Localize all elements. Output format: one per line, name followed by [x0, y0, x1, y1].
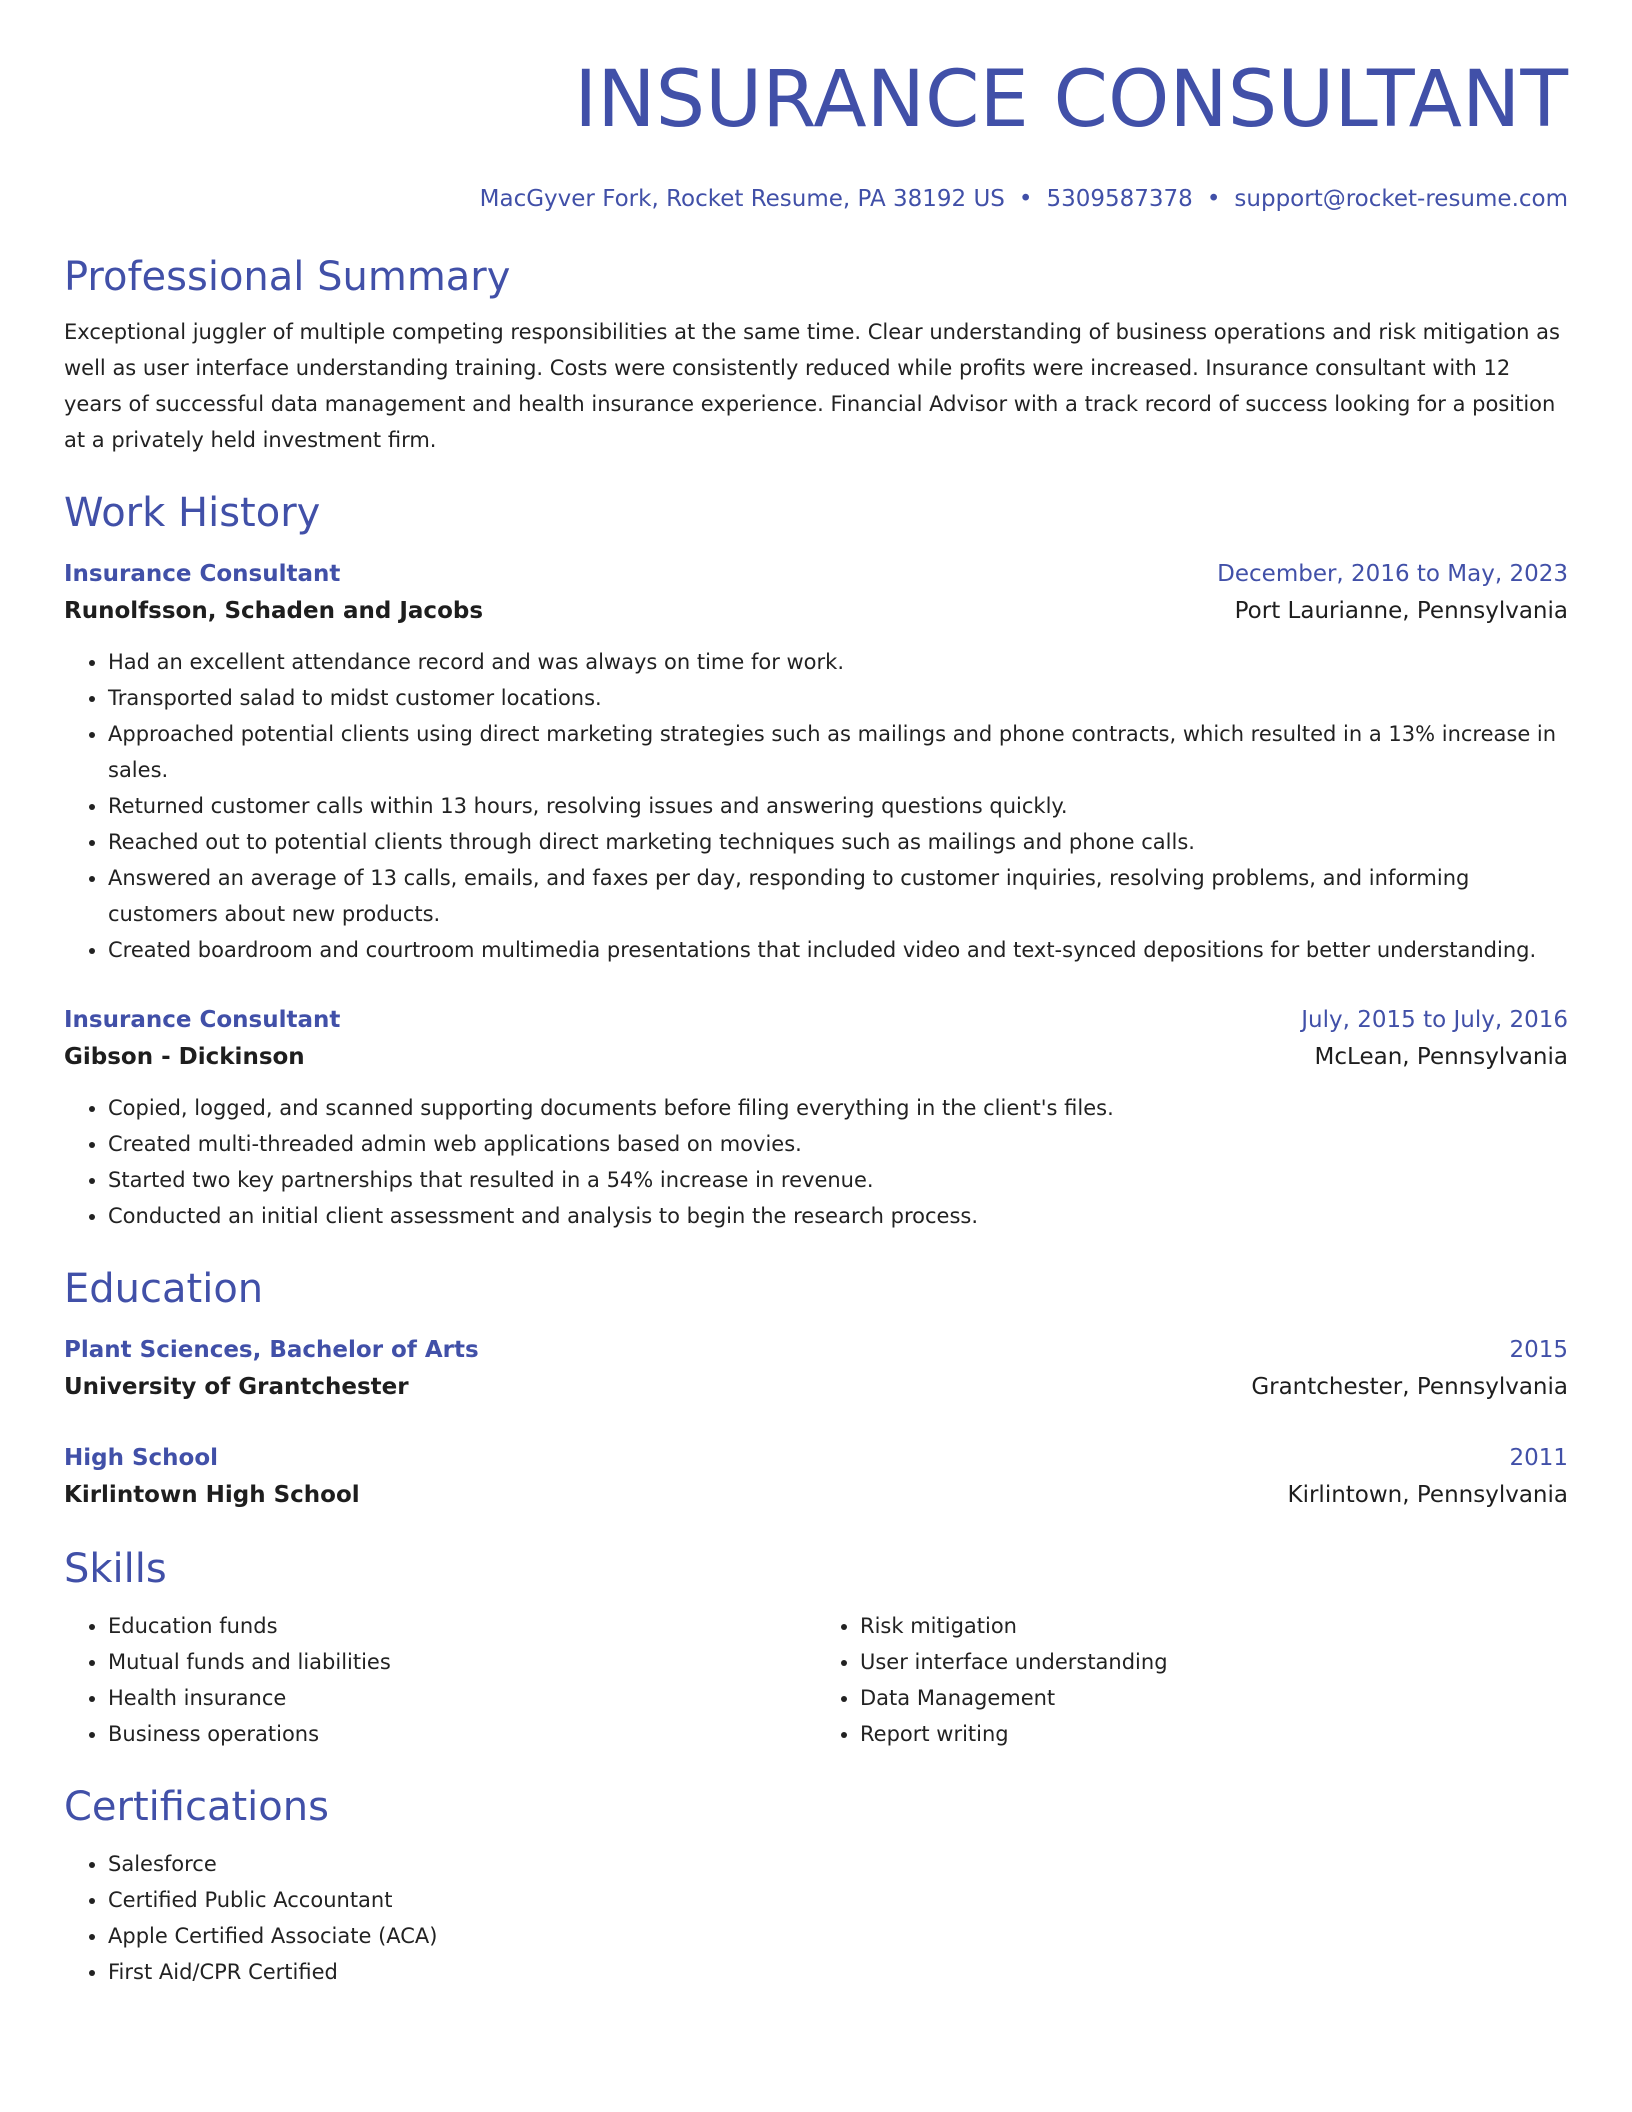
- contact-address: MacGyver Fork, Rocket Resume, PA 38192 US: [479, 186, 1005, 212]
- job-bullet: • Created boardroom and courtroom multimedia presentations that included video and text-synced depositions for better understanding.: [108, 932, 1568, 968]
- job-bullet: • Answered an average of 13 calls, emails, and faxes per day, responding to customer inquiries, resolving problems, and informing customers about new products.: [108, 860, 1568, 932]
- job-bullets: [64, 1090, 1568, 1234]
- job-bullet: • Returned customer calls within 13 hours, resolving issues and answering questions quickly.: [108, 788, 1568, 824]
- skill-item: • Data Management: [860, 1680, 1568, 1716]
- contact-email: support@rocket-resume.com: [1234, 186, 1568, 212]
- education-header-row: [64, 1440, 1568, 1476]
- certifications-section: [64, 1782, 1568, 1990]
- skills-grid: [64, 1608, 1568, 1752]
- job-company-row: [64, 1038, 1568, 1076]
- education-header-row: [64, 1332, 1568, 1368]
- section-title-skills: Skills: [64, 1546, 167, 1592]
- contact-separator: •: [1018, 186, 1033, 212]
- job-bullet: • Approached potential clients using direct marketing strategies such as mailings and phone contracts, which resulted in a 13% increase in sales.: [108, 716, 1568, 788]
- job-location: McLean, Pennsylvania: [1314, 1044, 1568, 1070]
- job-entry: [64, 556, 1568, 968]
- skills-section: [64, 1544, 1568, 1752]
- education-location: Kirlintown, Pennsylvania: [1287, 1482, 1568, 1508]
- certification-item: • Certified Public Accountant: [108, 1882, 1568, 1918]
- education-year: 2015: [1509, 1337, 1568, 1363]
- certification-item: • First Aid/CPR Certified: [108, 1954, 1568, 1990]
- education-year: 2011: [1509, 1445, 1568, 1471]
- skills-column-left: [64, 1608, 816, 1752]
- job-entry: [64, 1002, 1568, 1234]
- resume-title: INSURANCE CONSULTANT: [574, 55, 1568, 145]
- skill-item: • Mutual funds and liabilities: [108, 1644, 816, 1680]
- contact-phone: 5309587378: [1046, 186, 1193, 212]
- summary-section: [64, 252, 1568, 458]
- job-company-row: [64, 592, 1568, 630]
- education-degree: Plant Sciences, Bachelor of Arts: [64, 1337, 479, 1363]
- job-location: Port Laurianne, Pennsylvania: [1234, 598, 1568, 624]
- job-bullet: • Started two key partnerships that resulted in a 54% increase in revenue.: [108, 1162, 1568, 1198]
- education-school: University of Grantchester: [64, 1374, 409, 1400]
- education-school-row: [64, 1476, 1568, 1514]
- skills-column-right: [816, 1608, 1568, 1752]
- section-title-certifications: Certifications: [64, 1784, 329, 1830]
- education-degree: High School: [64, 1445, 219, 1471]
- job-dates: July, 2015 to July, 2016: [1301, 1007, 1568, 1033]
- certification-item: • Salesforce: [108, 1846, 1568, 1882]
- job-bullet: • Reached out to potential clients through direct marketing techniques such as mailings and phone calls.: [108, 824, 1568, 860]
- job-bullet: • Copied, logged, and scanned supporting documents before filing everything in the client's files.: [108, 1090, 1568, 1126]
- education-section: [64, 1264, 1568, 1514]
- certification-item: • Apple Certified Associate (ACA): [108, 1918, 1568, 1954]
- section-title-education: Education: [64, 1266, 264, 1312]
- job-bullet: • Transported salad to midst customer locations.: [108, 680, 1568, 716]
- education-school-row: [64, 1368, 1568, 1406]
- job-bullet: • Conducted an initial client assessment and analysis to begin the research process.: [108, 1198, 1568, 1234]
- education-entry: [64, 1332, 1568, 1406]
- skill-item: • Health insurance: [108, 1680, 816, 1716]
- job-dates: December, 2016 to May, 2023: [1217, 561, 1568, 587]
- contact-separator: •: [1206, 186, 1221, 212]
- contact-line: [64, 184, 1568, 214]
- job-company: Gibson - Dickinson: [64, 1044, 305, 1070]
- job-bullets: [64, 644, 1568, 968]
- education-entry: [64, 1440, 1568, 1514]
- skill-item: • User interface understanding: [860, 1644, 1568, 1680]
- job-bullet: • Created multi-threaded admin web applications based on movies.: [108, 1126, 1568, 1162]
- skill-item: • Education funds: [108, 1608, 816, 1644]
- section-title-work: Work History: [64, 490, 321, 536]
- skill-item: • Business operations: [108, 1716, 816, 1752]
- job-role: Insurance Consultant: [64, 561, 341, 587]
- job-role: Insurance Consultant: [64, 1007, 341, 1033]
- work-history-section: [64, 488, 1568, 1234]
- job-company: Runolfsson, Schaden and Jacobs: [64, 598, 484, 624]
- job-header-row: [64, 556, 1568, 592]
- summary-text: Exceptional juggler of multiple competing responsibilities at the same time. Clear understanding of business operations and risk mitigation as well as user interface understanding training. Costs were consistently reduced while profits were increased. Insurance consultant with 12 years of successful data management and health insurance experience. Financial Advisor with a track record of success looking for a position at a privately held investment firm.: [64, 320, 1560, 452]
- skill-item: • Risk mitigation: [860, 1608, 1568, 1644]
- skill-item: • Report writing: [860, 1716, 1568, 1752]
- job-header-row: [64, 1002, 1568, 1038]
- section-title-summary: Professional Summary: [64, 254, 511, 300]
- certifications-list: [64, 1846, 1568, 1990]
- resume-header: [64, 52, 1568, 214]
- education-school: Kirlintown High School: [64, 1482, 360, 1508]
- education-location: Grantchester, Pennsylvania: [1251, 1374, 1568, 1400]
- job-bullet: • Had an excellent attendance record and was always on time for work.: [108, 644, 1568, 680]
